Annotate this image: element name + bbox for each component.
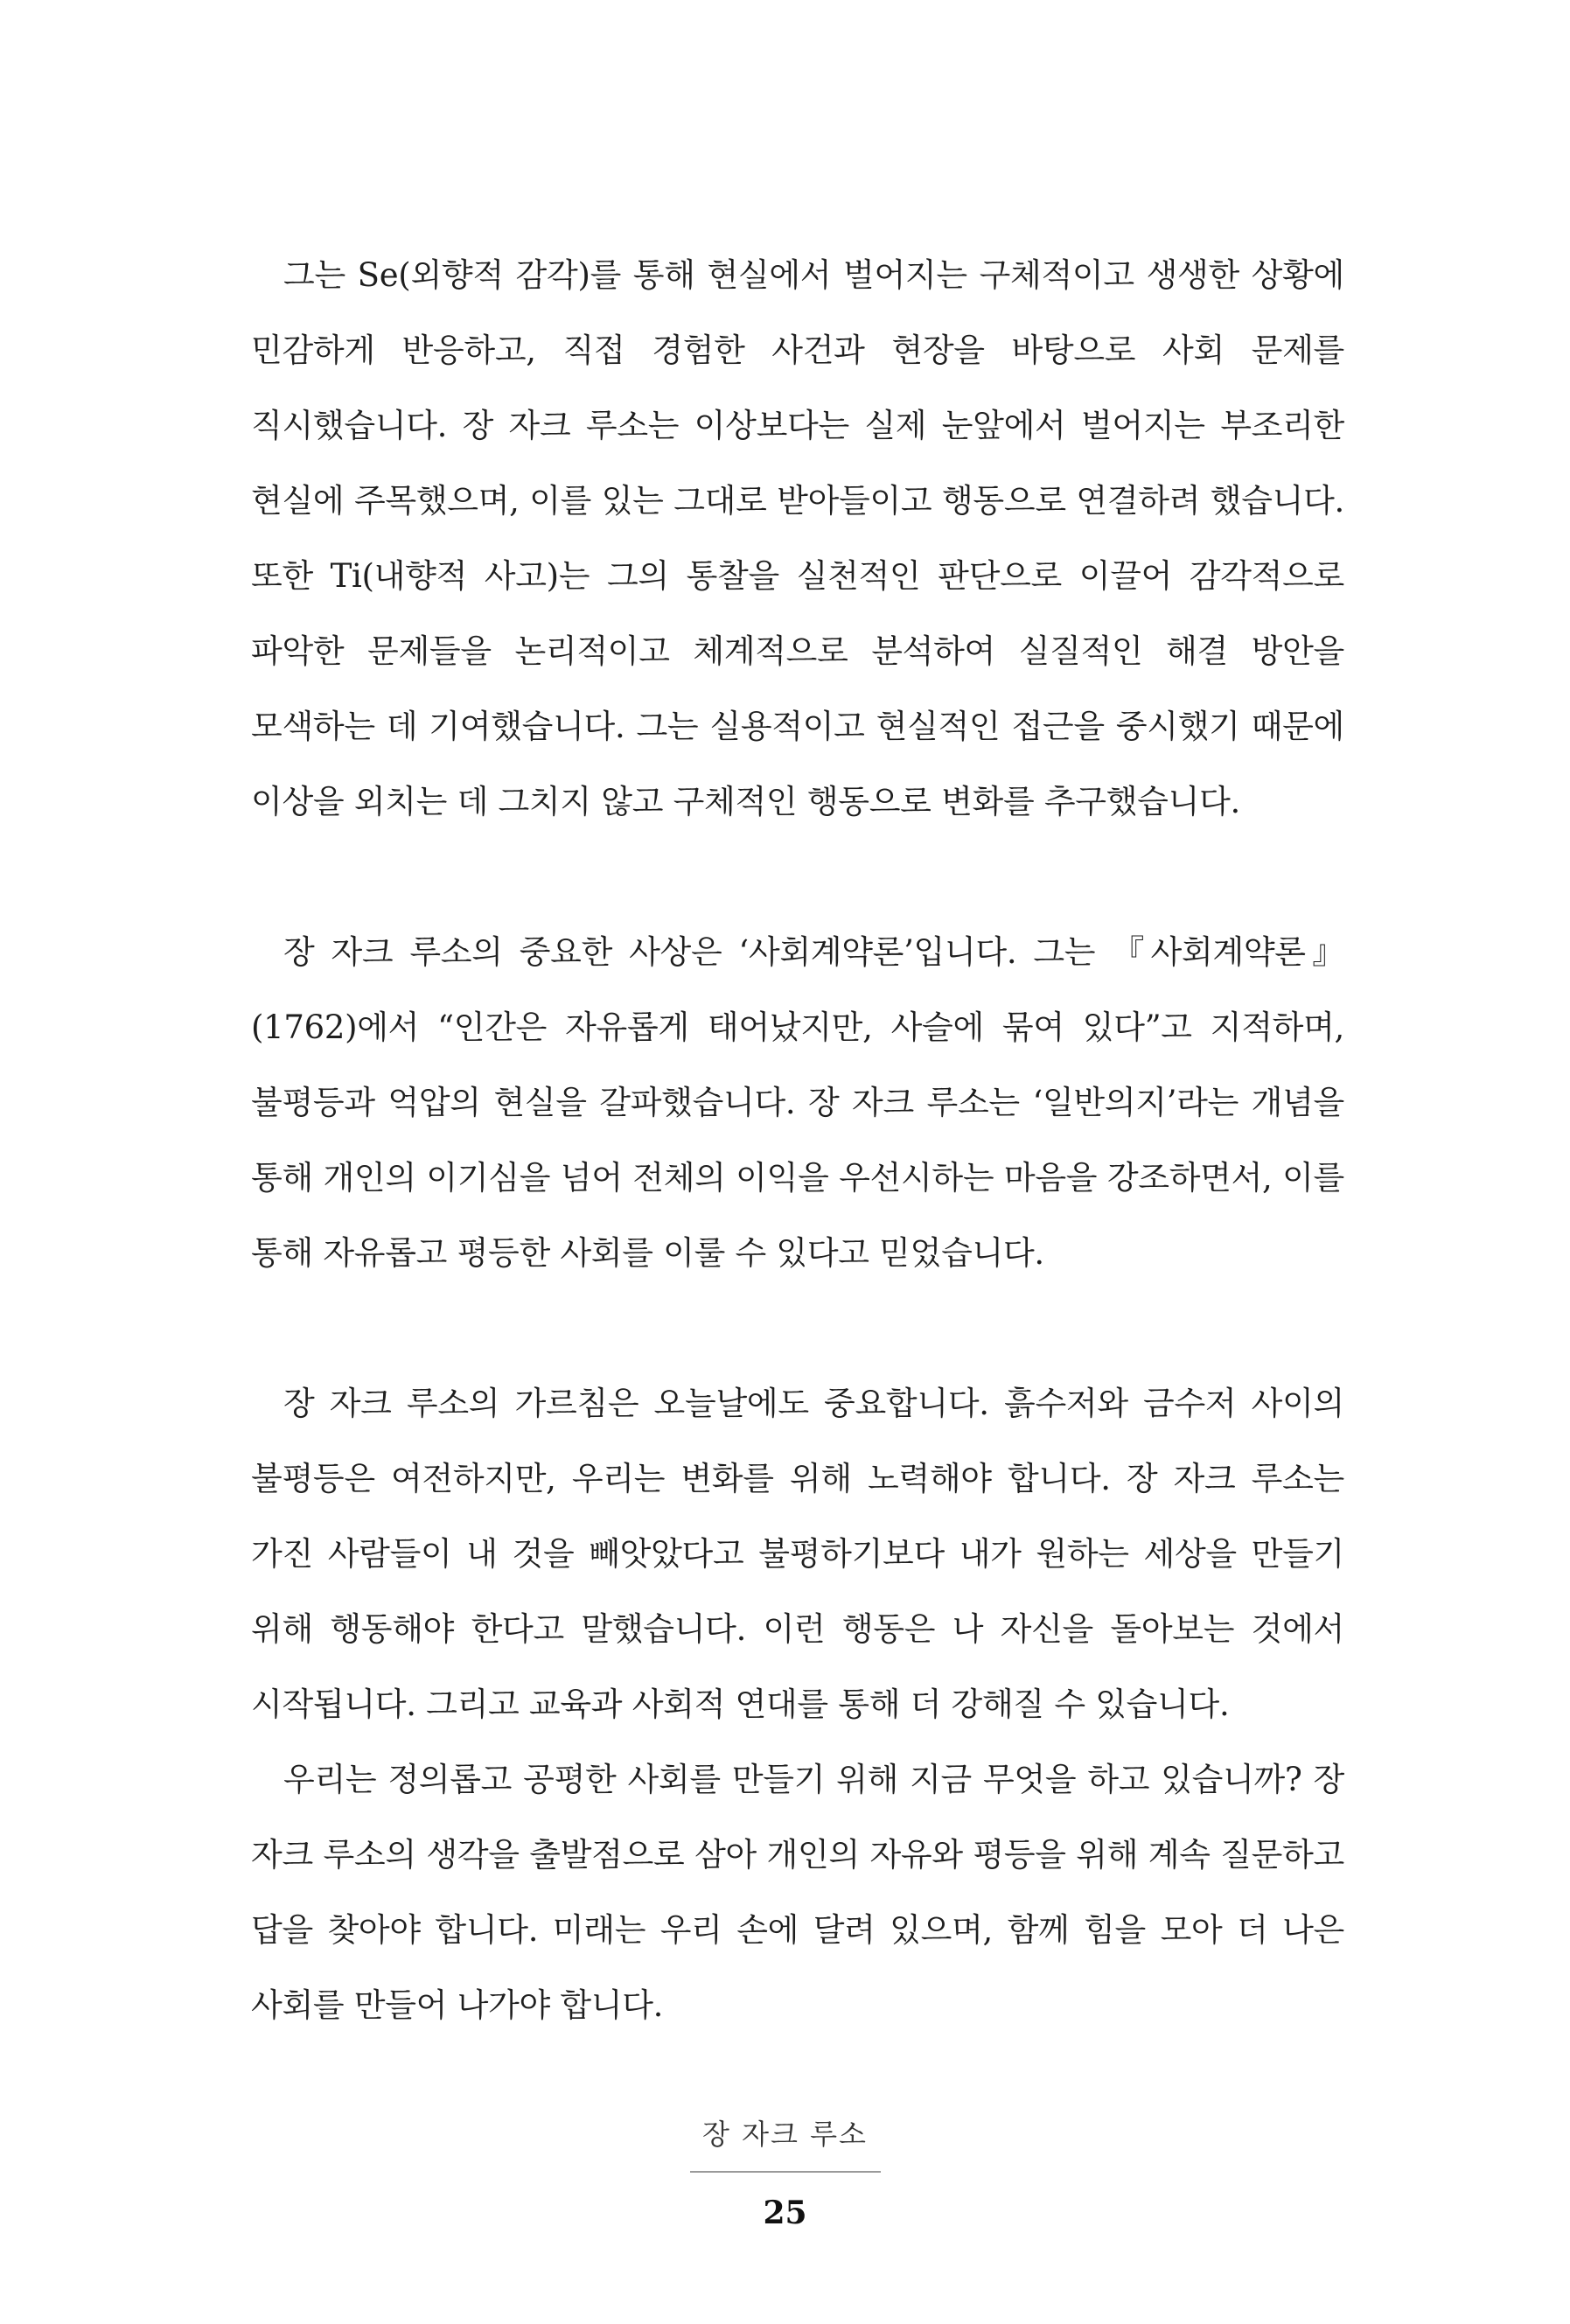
paragraph-spacer (251, 1291, 1344, 1366)
running-title: 장 자크 루소 (702, 2118, 868, 2151)
footer-divider (690, 2171, 881, 2173)
page-body (251, 238, 1344, 2043)
paragraph-spacer (251, 840, 1344, 915)
body-paragraph: 장 자크 루소의 중요한 사상은 ‘사회계약론’입니다. 그는 『사회계약론』(1762)에서 “인간은 자유롭게 태어났지만, 사슬에 묶여 있다”고 지적하며, 불평등과 억압의 현실을 갈파했습니다. 장 자크 루소는 ‘일반의지’라는 개념을 통해 개인의 이기심을 넘어 전체의 이익을 우선시하는 마음을 강조하면서, 이를 통해 자유롭고 평등한 사회를 이룰 수 있다고 믿었습니다. (251, 933, 1344, 1272)
body-paragraph: 그는 Se(외향적 감각)를 통해 현실에서 벌어지는 구체적이고 생생한 상황에 민감하게 반응하고, 직접 경험한 사건과 현장을 바탕으로 사회 문제를 직시했습니다. 장 자크 루소는 이상보다는 실제 눈앞에서 벌어지는 부조리한 현실에 주목했으며, 이를 있는 그대로 받아들이고 행동으로 연결하려 했습니다. 또한 Ti(내향적 사고)는 그의 통찰을 실천적인 판단으로 이끌어 감각적으로 파악한 문제들을 논리적이고 체계적으로 분석하여 실질적인 해결 방안을 모색하는 데 기여했습니다. 그는 실용적이고 현실적인 접근을 중시했기 때문에 이상을 외치는 데 그치지 않고 구체적인 행동으로 변화를 추구했습니다. (251, 256, 1344, 820)
body-paragraph: 장 자크 루소의 가르침은 오늘날에도 중요합니다. 흙수저와 금수저 사이의 불평등은 여전하지만, 우리는 변화를 위해 노력해야 합니다. 장 자크 루소는 가진 사람들이 내 것을 빼앗았다고 불평하기보다 내가 원하는 세상을 만들기 위해 행동해야 한다고 말했습니다. 이런 행동은 나 자신을 돌아보는 것에서 시작됩니다. 그리고 교육과 사회적 연대를 통해 더 강해질 수 있습니다. (251, 1385, 1344, 1723)
body-paragraph: 우리는 정의롭고 공평한 사회를 만들기 위해 지금 무엇을 하고 있습니까? 장 자크 루소의 생각을 출발점으로 삼아 개인의 자유와 평등을 위해 계속 질문하고 답을 찾아야 합니다. 미래는 우리 손에 달려 있으며, 함께 힘을 모아 더 나은 사회를 만들어 나가야 합니다. (251, 1761, 1344, 2024)
page-footer (0, 2117, 1570, 2230)
page-number: 25 (763, 2195, 807, 2231)
